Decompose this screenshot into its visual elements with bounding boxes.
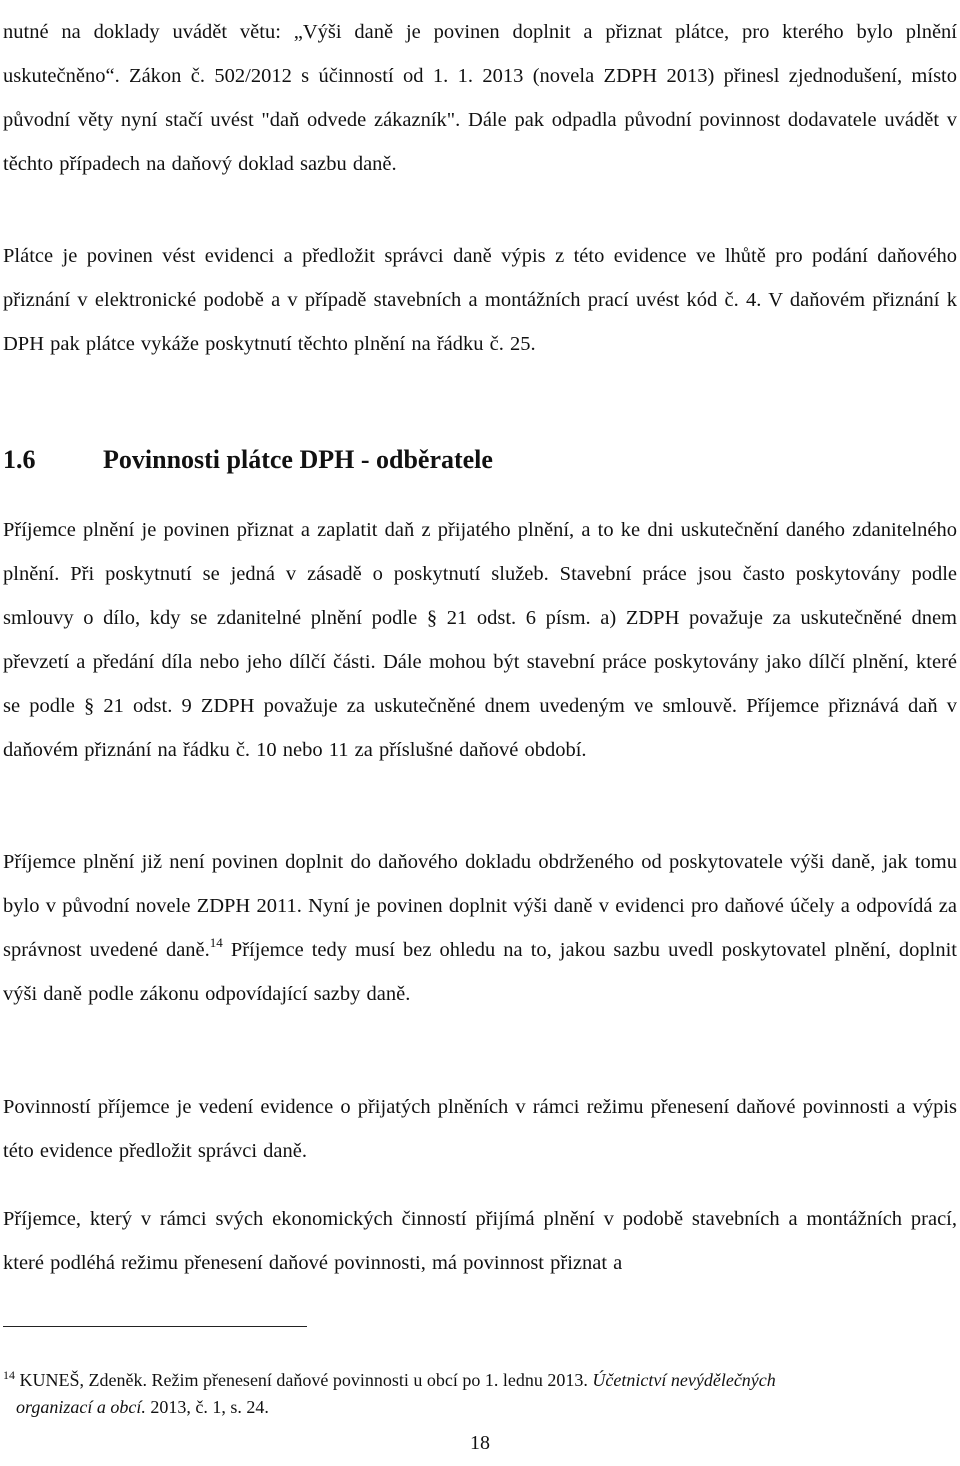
paragraph-recipient-evidence: Povinností příjemce je vedení evidence o přijatých plněních v rámci režimu přenesení daňové povinnosti a výpis této evidence předložit správci daně. [3,1096,957,1162]
footnote-details: 2013, č. 1, s. 24. [145,1397,269,1417]
footnote-separator [3,1326,307,1327]
paragraph-invoice-wording: nutné na doklady uvádět větu: „Výši daně je povinen doplnit a přiznat plátce, pro kterého bylo plnění uskutečněno“. Zákon č. 502/2012 s účinností od 1. 1. 2013 (novela ZDPH 2013) přinesl zjednodušení, místo původní věty nyní stačí uvést "daň odvede zákazník". Dále pak odpadla původní povinnost dodavatele uvádět v těchto případech na daňový doklad sazbu daně. [3,21,957,175]
footnote-text: KUNEŠ, Zdeněk. Režim přenesení daňové povinnosti u obcí po 1. lednu 2013. [15,1370,593,1390]
page-number: 18 [470,1432,490,1454]
footnote-source-title-cont: organizací a obcí. [16,1397,146,1417]
section-title: Povinnosti plátce DPH - odběratele [103,445,493,474]
section-heading [3,440,493,480]
paragraph-construction-recipient: Příjemce, který v rámci svých ekonomických činností přijímá plnění v podobě stavebních a montážních prací, které podléhá režimu přenesení daňové povinnosti, má povinnost přiznat a [3,1208,957,1274]
footnote-source-title: Účetnictví nevýdělečných [592,1370,776,1390]
paragraph-text-after-ref: Příjemce tedy musí bez ohledu na to, jakou sazbu uvedl poskytovatel plnění, doplnit výši daně podle zákonu odpovídající sazby daně. [3,939,957,1005]
footnote [3,1367,957,1421]
section-number: 1.6 [3,445,36,474]
footnote-marker: 14 [3,1368,15,1382]
paragraph-recipient-obligation: Příjemce plnění je povinen přiznat a zaplatit daň z přijatého plnění, a to ke dni uskutečnění daného zdanitelného plnění. Při poskytnutí se jedná v zásadě o poskytnutí služeb. Stavební práce jsou často poskytovány podle smlouvy o dílo, kdy se zdanitelné plnění podle § 21 odst. 6 písm. a) ZDPH považuje za uskutečněné dnem převzetí a předání díla nebo jeho dílčí části. Dále mohou být stavební práce poskytovány jako dílčí plnění, které se podle § 21 odst. 9 ZDPH považuje za uskutečněné dnem uvedeným ve smlouvě. Příjemce přiznává daň v daňovém přiznání na řádku č. 10 nebo 11 za příslušné daňové období. [3,519,957,761]
paragraph-evidence-obligation: Plátce je povinen vést evidenci a předložit správci daně výpis z této evidence ve lhůtě pro podání daňového přiznání v elektronické podobě a v případě stavebních a montážních prací uvést kód č. 4. V daňovém přiznání k DPH pak plátce vykáže poskytnutí těchto plnění na řádku č. 25. [3,245,957,355]
footnote-reference[interactable]: 14 [209,935,223,950]
paragraph-tax-completion [3,840,957,1016]
paragraph-text-before-ref: Příjemce plnění již není povinen doplnit do daňového dokladu obdrženého od poskytovatele výši daně, jak tomu bylo v původní novele ZDPH 2011. Nyní je povinen doplnit výši daně v evidenci pro daňové účely a odpovídá za správnost uvedené daně. [3,851,957,961]
